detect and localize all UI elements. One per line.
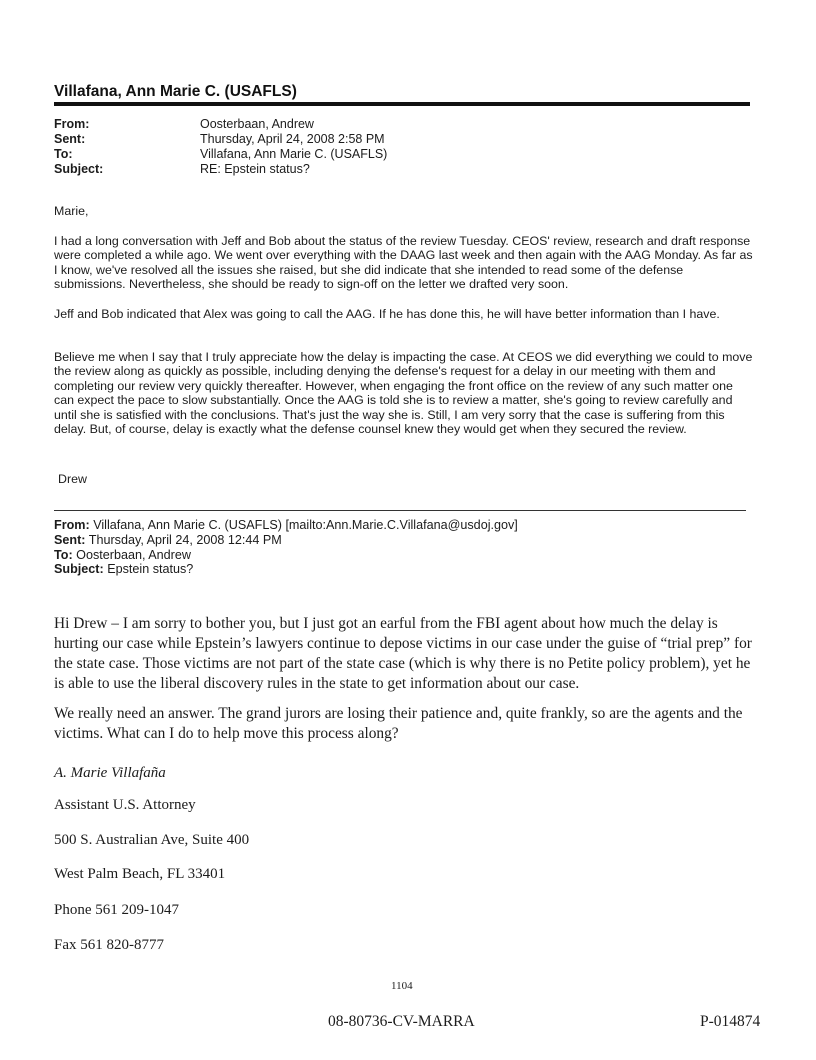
memo-paragraph: Believe me when I say that I truly appreciate how the delay is impacting the case. At CEOS we did everything we could to move the review along as quickly as possible, including denying the defense's request for a delay in our meeting with them and completing our review very quickly thereafter. However, when engaging the front office on the review of any such matter one can expect the pace to slow substantially. Once the AAG is told she is to review a matter, she's going to review carefully and until she is satisfied with the conclusions. That's just the way she is. Still, I am very sorry that the case is suffering from this delay. But, of course, delay is exactly what the defense counsel knew they would get when they secured the review.: [54, 350, 753, 437]
page-number: 1104: [391, 980, 413, 992]
fwd-subject-label: Subject:: [54, 562, 104, 577]
to-row: [54, 147, 387, 162]
signature-name: A. Marie Villafaña: [54, 765, 166, 781]
message-paragraph: We really need an answer. The grand jurors are losing their patience and, quite frankly, so are the agents and the victims. What can I do to help move this process along?: [54, 705, 743, 742]
signature-title: Assistant U.S. Attorney: [54, 797, 196, 813]
fwd-subject-row: [54, 562, 518, 577]
fwd-from-label: From:: [54, 518, 90, 532]
fwd-to-row: [54, 548, 518, 563]
fwd-to-label: To:: [54, 547, 73, 562]
fwd-sent-label: Sent:: [54, 532, 86, 547]
sent-label: Sent:: [54, 132, 86, 146]
fwd-from-value: Villafana, Ann Marie C. (USAFLS) [mailto:Ann.Marie.C.Villafana@usdoj.gov]: [93, 518, 518, 532]
memo-paragraph: I had a long conversation with Jeff and Bob about the status of the review Tuesday. CEOS' review, research and draft response were completed a while ago. We went over everything with the DAAG last week and then again with the AAG Monday. As far as I know, we've resolved all the issues she raised, but she did indicate that she intended to read some of the defense submissions. Nevertheless, she should be ready to sign-off on the letter we drafted very soon.: [54, 234, 753, 292]
subject-row: [54, 162, 387, 177]
signature-phone: Phone 561 209-1047: [54, 902, 179, 918]
to-label: To:: [54, 147, 73, 161]
signature-address-line1: 500 S. Australian Ave, Suite 400: [54, 832, 250, 848]
fwd-from-row: [54, 518, 518, 533]
message-paragraph: Hi Drew – I am sorry to bother you, but I just got an earful from the FBI agent about how much the delay is hurting our case while Epstein’s lawyers continue to depose victims in our case under the guise of “trial prep” for the state case. Those victims are not part of the state case (which is why there is no Petite policy problem), yet he is able to use the liberal discovery rules in the state to get information about our case.: [54, 615, 752, 692]
header-rule: [54, 102, 750, 106]
forwarded-header: [54, 518, 518, 577]
fwd-subject-value: Epstein status?: [107, 562, 194, 577]
sent-value: Thursday, April 24, 2008 2:58 PM: [200, 132, 385, 146]
memo-salutation: Marie,: [54, 204, 89, 218]
memo-signoff: Drew: [58, 472, 87, 486]
fwd-sent-row: [54, 533, 518, 548]
signature-address-line2: West Palm Beach, FL 33401: [54, 866, 226, 882]
fwd-to-value: Oosterbaan, Andrew: [76, 547, 191, 562]
bates-number: P-014874: [700, 1013, 761, 1030]
email-header-fields: [54, 117, 387, 177]
subject-value: RE: Epstein status?: [200, 162, 310, 176]
signature-fax: Fax 561 820-8777: [54, 937, 164, 953]
forward-separator: [54, 510, 746, 511]
from-row: [54, 117, 387, 132]
to-value: Villafana, Ann Marie C. (USAFLS): [200, 147, 388, 161]
from-label: From:: [54, 117, 90, 131]
case-number: 08-80736-CV-MARRA: [328, 1013, 475, 1030]
from-value: Oosterbaan, Andrew: [200, 117, 314, 131]
sent-row: [54, 132, 387, 147]
subject-label: Subject:: [54, 162, 104, 176]
memo-paragraph: Jeff and Bob indicated that Alex was going to call the AAG. If he has done this, he will have better information than I have.: [54, 307, 720, 321]
fwd-sent-value: Thursday, April 24, 2008 12:44 PM: [88, 532, 282, 547]
mailbox-owner-header: Villafana, Ann Marie C. (USAFLS): [54, 83, 297, 100]
